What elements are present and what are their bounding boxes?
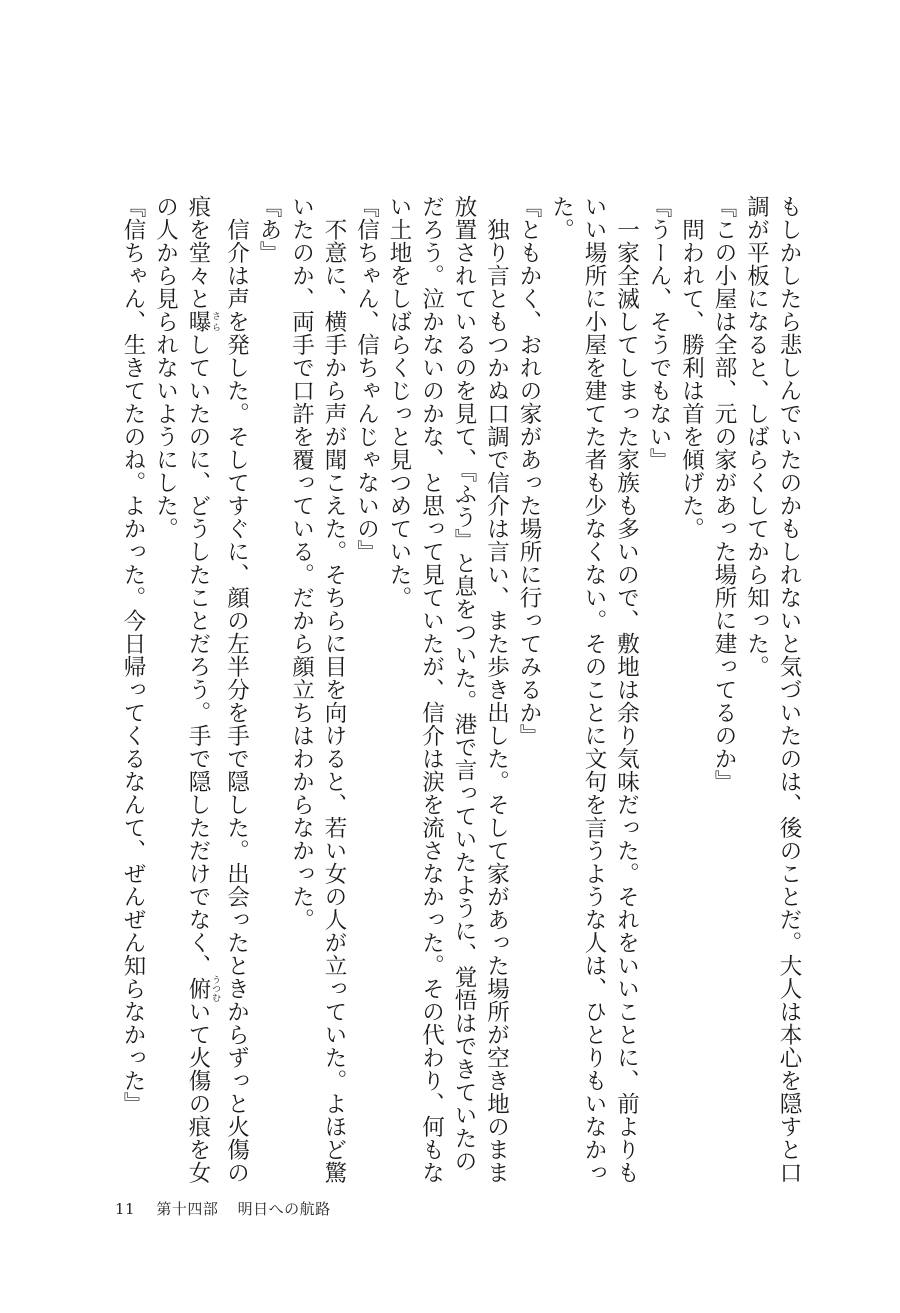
text-line-10: 独り言ともつかぬ口調で信介は言い、また歩き出した。そして家があった場所が空き地のまま bbox=[483, 217, 510, 1184]
ruby-sara-reading: さら bbox=[210, 310, 220, 333]
text-line-20: の人から見られないようにした。 bbox=[152, 195, 179, 540]
chapter-title: 明日への航路 bbox=[237, 1200, 331, 1218]
text-line-19-part-c: いて火傷の痕を女 bbox=[185, 1000, 211, 1184]
part-title: 第十四部 bbox=[156, 1200, 219, 1218]
ruby-utsumu bbox=[185, 975, 220, 1002]
text-line-8: た。 bbox=[548, 195, 575, 241]
text-line-2: 調が平板になると、しばらくしてから知った。 bbox=[743, 195, 770, 678]
text-line-21: 『信ちゃん、生きてたのね。よかった。今日帰ってくるなんて、ぜんぜん知らなかった』 bbox=[120, 195, 146, 1115]
text-line-17: 『あ』 bbox=[256, 195, 282, 264]
text-line-13: い土地をしばらくじっと見つめていた。 bbox=[386, 195, 412, 609]
vertical-text-body bbox=[90, 195, 805, 1184]
page-number: 11 bbox=[115, 1200, 136, 1218]
page-footer bbox=[115, 1198, 331, 1219]
text-line-19-part-b: していたのに、どうしたことだろう。手で隠しただけでなく、 bbox=[185, 333, 211, 977]
text-line-12: だろう。泣かないのかな、と思って見ていたが、信介は涙を流さなかった。その代わり、何もな bbox=[418, 195, 445, 1184]
ruby-utsumu-base: 俯 bbox=[185, 975, 211, 1002]
text-line-9: 『ともかく、おれの家があった場所に行ってみるか』 bbox=[516, 195, 542, 747]
ruby-sara-base: 曝 bbox=[185, 310, 211, 333]
text-line-4: 問われて、勝利は首を傾げた。 bbox=[678, 217, 705, 540]
text-line-5: 『うーん、そうでもない』 bbox=[646, 195, 672, 471]
ruby-sara bbox=[185, 310, 220, 333]
text-line-11: 放置されているのを見て、『ふう』と息をついた。港で言っていたように、覚悟はできていたの bbox=[451, 195, 477, 1173]
text-line-19 bbox=[182, 195, 221, 1184]
text-line-18: 信介は声を発した。そしてすぐに、顔の左半分を手で隠した。出会ったときからずっと火傷の bbox=[223, 217, 250, 1184]
text-line-3: 『この小屋は全部、元の家があった場所に建ってるのか』 bbox=[711, 195, 737, 793]
ruby-utsumu-reading: うつむ bbox=[210, 975, 220, 1002]
text-line-14: 『信ちゃん、信ちゃんじゃないの』 bbox=[353, 195, 380, 563]
text-line-19-part-a: 痕を堂々と bbox=[185, 195, 211, 310]
text-line-6: 一家全滅してしまった家族も多いので、敷地は余り気味だった。それをいいことに、前よりも bbox=[613, 217, 640, 1184]
text-line-16: いたのか、両手で口許を覆っている。だから顔立ちはわからなかった。 bbox=[288, 195, 315, 931]
text-line-7: いい場所に小屋を建てた者も少なくない。そのことに文句を言うような人は、ひとりもいなかっ bbox=[581, 195, 607, 1184]
text-line-1: もしかしたら悲しんでいたのかもしれないと気づいたのは、後のことだ。大人は本心を隠すと口 bbox=[776, 195, 802, 1184]
text-line-15: 不意に、横手から声が聞こえた。そちらに目を向けると、若い女の人が立っていた。よほど驚 bbox=[321, 217, 347, 1184]
